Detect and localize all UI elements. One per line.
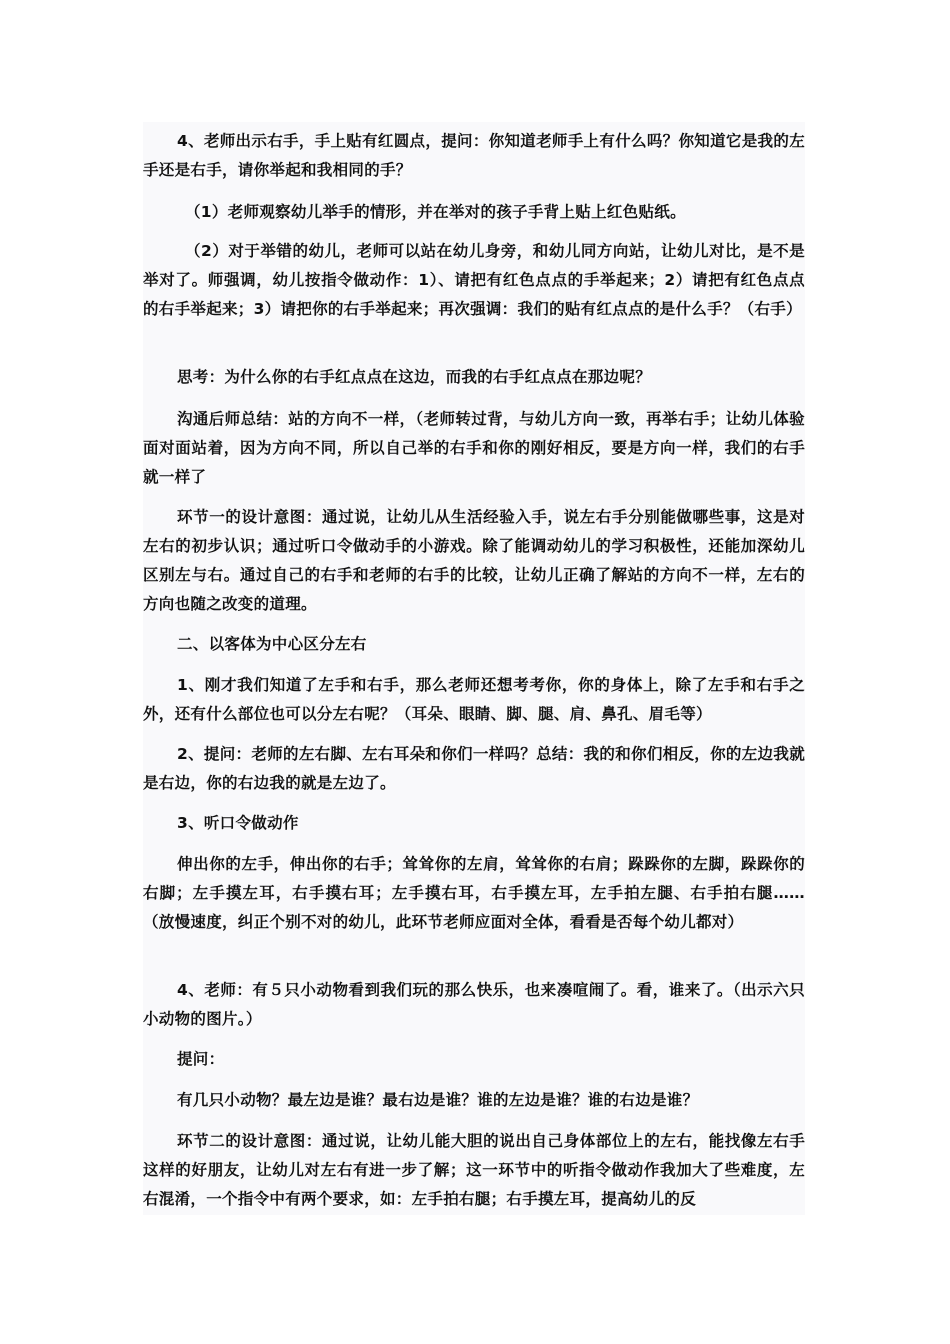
paragraph-step4-question: 4、老师出示右手，手上贴有红圆点，提问：你知道老师手上有什么吗？你知道它是我的左手还是右手，请你举起和我相同的手？ bbox=[143, 132, 805, 179]
section-heading-2: 二、以客体为中心区分左右 bbox=[177, 635, 367, 653]
paragraph-animal-questions: 有几只小动物？最左边是谁？最右边是谁？谁的左边是谁？谁的右边是谁？ bbox=[177, 1091, 699, 1109]
paragraph-section2-intent: 环节二的设计意图：通过说，让幼儿能大胆的说出自己身体部位上的左右，能找像左右手这样的好朋友，让幼儿对左右有进一步了解；这一环节中的听指令做动作我加大了些难度，左右混淆，一个指令中有两个要求，如：左手拍右腿；右手摸左耳，提高幼儿的反 bbox=[143, 1132, 805, 1208]
paragraph-animals: 4、老师：有５只小动物看到我们玩的那么快乐，也来凑喧闹了。看，谁来了。（出示六只小动物的图片。） bbox=[143, 981, 805, 1028]
paragraph-correct-mistakes: （2）对于举错的幼儿，老师可以站在幼儿身旁，和幼儿同方向站，让幼儿对比，是不是举对了。师强调，幼儿按指令做动作：1）、请把有红色点点的手举起来；2）请把有红色点点的右手举起来；3）请把你的右手举起来；再次强调：我们的贴有红点点的是什么手？（右手） bbox=[143, 242, 805, 318]
paragraph-body-parts: 1、刚才我们知道了左手和右手，那么老师还想考考你，你的身体上，除了左手和右手之外，还有什么部位也可以分左右呢？（耳朵、眼睛、脚、腿、肩、鼻孔、眉毛等） bbox=[143, 676, 805, 723]
paragraph-step3-heading: 3、听口令做动作 bbox=[177, 814, 299, 832]
paragraph-summary: 沟通后师总结：站的方向不一样，（老师转过背，与幼儿方向一致，再举右手；让幼儿体验面对面站着，因为方向不同，所以自己举的右手和你的刚好相反，要是方向一样，我们的右手就一样了 bbox=[143, 410, 805, 486]
paragraph-think: 思考：为什么你的右手红点点在这边，而我的右手红点点在那边呢？ bbox=[177, 368, 652, 386]
paragraph-teacher-feet: 2、提问：老师的左右脚、左右耳朵和你们一样吗？总结：我的和你们相反，你的左边我就是右边，你的右边我的就是左边了。 bbox=[143, 745, 805, 792]
paragraph-commands: 伸出你的左手，伸出你的右手；耸耸你的左肩，耸耸你的右肩；跺跺你的左脚，跺跺你的右脚；左手摸左耳，右手摸右耳；左手摸右耳，右手摸左耳，左手拍左腿、右手拍右腿……（放慢速度，纠正个别不对的幼儿，此环节老师应面对全体，看看是否每个幼儿都对） bbox=[143, 855, 805, 931]
paragraph-question-label: 提问： bbox=[177, 1050, 225, 1068]
paragraph-section1-intent: 环节一的设计意图：通过说，让幼儿从生活经验入手，说左右手分别能做哪些事，这是对左右的初步认识；通过听口令做动手的小游戏。除了能调动幼儿的学习积极性，还能加深幼儿区别左与右。通过自己的右手和老师的右手的比较，让幼儿正确了解站的方向不一样，左右的方向也随之改变的道理。 bbox=[143, 508, 805, 613]
paragraph-observe-hands: （1）老师观察幼儿举手的情形，并在举对的孩子手背上贴上红色贴纸。 bbox=[185, 203, 686, 221]
